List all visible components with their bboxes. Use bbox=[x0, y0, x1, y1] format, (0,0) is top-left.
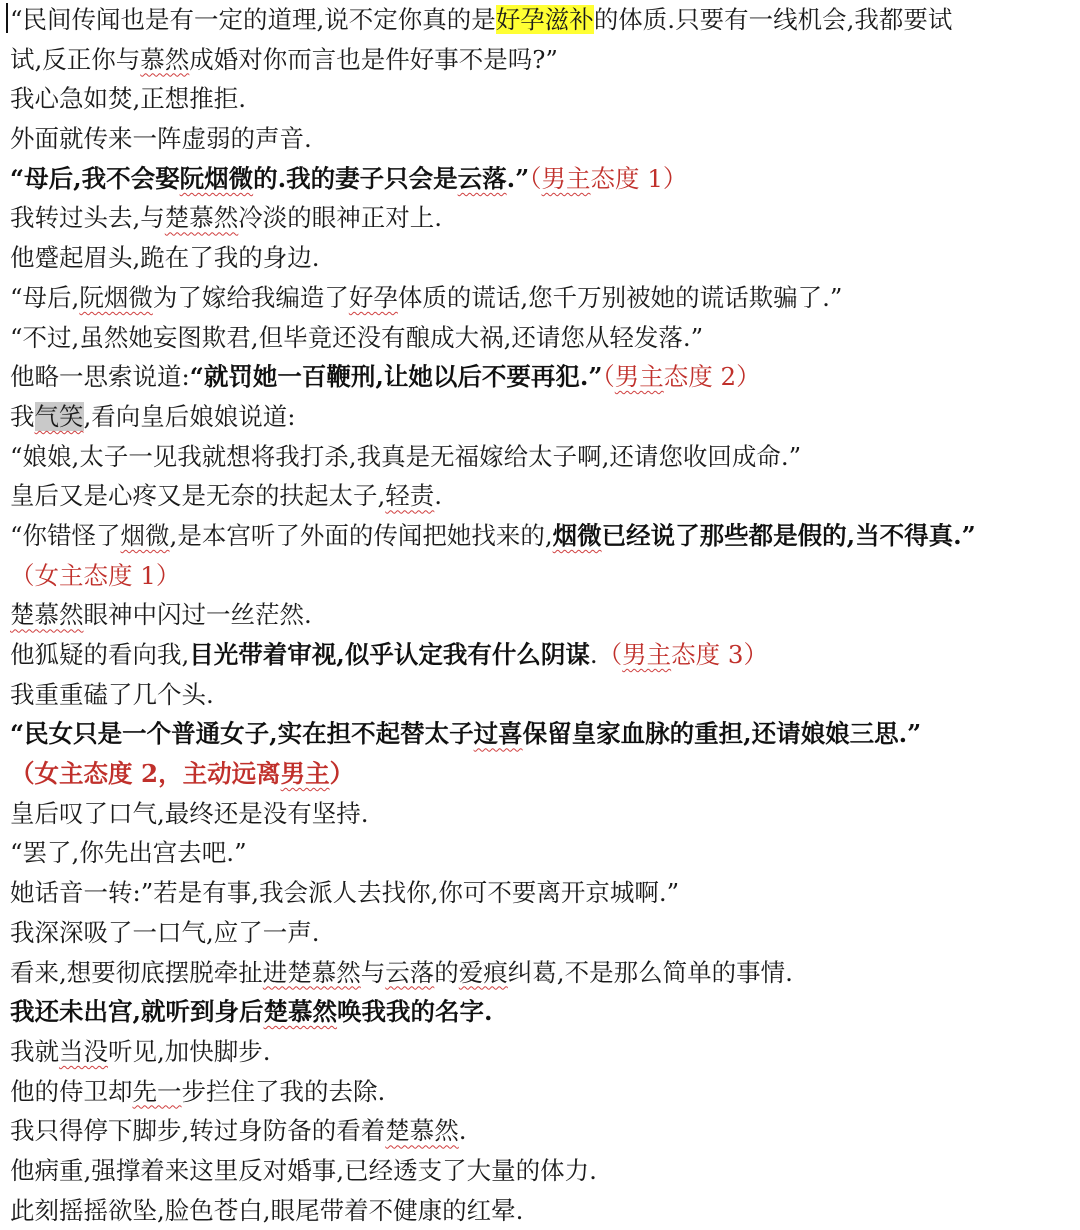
text-line bbox=[10, 278, 1076, 318]
text-run: “民女只是一个普通女子,实在担不起替太子 bbox=[10, 719, 474, 749]
text-line bbox=[10, 556, 1076, 596]
text-run: 先一 bbox=[132, 1076, 182, 1106]
text-line bbox=[10, 238, 1076, 278]
text-run: 云落 bbox=[385, 957, 435, 987]
text-run: . bbox=[589, 640, 598, 669]
text-run: 当没 bbox=[59, 1036, 108, 1066]
text-run: “罢了,你先出宫去吧.” bbox=[10, 838, 247, 868]
text-line bbox=[10, 119, 1076, 159]
text-run: 的 bbox=[434, 957, 459, 987]
text-run: 阮烟微 bbox=[179, 163, 254, 193]
text-run: 过喜 bbox=[473, 719, 523, 749]
text-run: 他略一思索说道: bbox=[10, 362, 190, 392]
text-run: 步拦住了我的去除. bbox=[181, 1076, 386, 1106]
text-line bbox=[10, 318, 1076, 358]
text-line bbox=[10, 437, 1076, 477]
text-run: 为了嫁给我编造了 bbox=[152, 282, 349, 312]
text-run: 成婚对你而言也是件好事不是吗?” bbox=[189, 44, 558, 74]
text-run: 皇后又是心疼又是无奈的扶起太子, bbox=[10, 481, 386, 511]
text-run: “母后, bbox=[10, 282, 80, 312]
text-run: 听见,加快脚步. bbox=[108, 1036, 271, 1066]
text-line bbox=[10, 79, 1076, 119]
text-line bbox=[10, 397, 1076, 437]
text-line bbox=[10, 476, 1076, 516]
text-line bbox=[10, 159, 1076, 199]
text-run: . bbox=[458, 1116, 467, 1146]
text-run: .” bbox=[506, 163, 530, 193]
text-run: “娘娘,太子一见我就想将我打杀,我真是无福嫁给太子啊,还请您收回成命.” bbox=[10, 441, 802, 471]
text-line bbox=[10, 198, 1076, 238]
text-run: “民间传闻也是有一定的道理,说不定你真的是 bbox=[10, 5, 496, 34]
text-run: 我转过头去,与 bbox=[10, 203, 165, 233]
text-line bbox=[10, 1072, 1076, 1112]
text-run: 目光带着审视,似乎认定我有什么阴谋 bbox=[189, 640, 590, 669]
annotation-text: 男主 bbox=[622, 640, 672, 669]
text-line bbox=[10, 1191, 1076, 1230]
text-line bbox=[10, 357, 1076, 397]
text-run: 进楚慕然 bbox=[262, 957, 361, 987]
text-run: 试,反正你与 bbox=[10, 44, 141, 74]
text-line bbox=[10, 675, 1076, 715]
text-run: 云落 bbox=[457, 163, 507, 193]
text-run: 阮烟微 bbox=[79, 282, 153, 312]
text-run: 轻责 bbox=[385, 481, 435, 511]
text-run: 已经说了那些都是假的,当不得真.” bbox=[601, 520, 976, 550]
text-run: “你错怪了 bbox=[10, 520, 121, 550]
text-run: ,看向皇后娘娘说道: bbox=[83, 401, 296, 431]
text-line bbox=[10, 516, 1076, 556]
highlighted-text: 气笑 bbox=[34, 401, 84, 431]
text-run: 眼神中闪过一丝茫然. bbox=[83, 600, 312, 630]
text-run: 楚慕然 bbox=[385, 1116, 459, 1146]
text-line bbox=[10, 635, 1076, 675]
text-run: 烟微 bbox=[552, 520, 602, 550]
text-run: 我 bbox=[10, 401, 35, 431]
text-run: 楚慕然 bbox=[10, 600, 84, 630]
text-run: ,是本宫听了外面的传闻把她找来的, bbox=[169, 520, 553, 550]
text-run: 唤我我的名字. bbox=[337, 997, 493, 1027]
text-line bbox=[10, 1111, 1076, 1151]
text-run: 纠葛,不是那么简单的事情. bbox=[507, 957, 793, 987]
text-line bbox=[10, 913, 1076, 953]
annotation-text: 男主 bbox=[541, 163, 591, 193]
text-line bbox=[10, 992, 1076, 1032]
text-run: 皇后叹了口气,最终还是没有坚持. bbox=[10, 798, 369, 828]
text-run: 我只得停下脚步,转过身防备的看着 bbox=[10, 1116, 386, 1146]
annotation-text: ） bbox=[329, 759, 355, 789]
text-run: 的体质.只要有一线机会,我都要试 bbox=[593, 5, 953, 34]
text-cursor bbox=[6, 3, 8, 33]
annotation-text: （女主态度 2，主动远离 bbox=[10, 759, 281, 789]
annotation-text: 男主 bbox=[614, 362, 664, 392]
document-body[interactable] bbox=[10, 0, 1076, 1230]
text-run: 好孕 bbox=[348, 282, 398, 312]
text-line bbox=[10, 794, 1076, 834]
text-run: “就罚她一百鞭刑,让她以后不要再犯.” bbox=[189, 362, 603, 392]
text-line bbox=[10, 1032, 1076, 1072]
text-run: 保留皇家血脉的重担,还请娘娘三思.” bbox=[522, 719, 922, 749]
annotation-text: 态度 1） bbox=[590, 163, 688, 193]
text-run: 楚慕然 bbox=[263, 997, 338, 1027]
annotation-text: （ bbox=[602, 362, 615, 392]
highlighted-text: 好孕滋补 bbox=[495, 5, 594, 34]
text-line bbox=[10, 595, 1076, 635]
text-line bbox=[10, 40, 1076, 80]
text-line bbox=[10, 1151, 1076, 1191]
text-run: 她话音一转:”若是有事,我会派人去找你,你可不要离开京城啊.” bbox=[10, 878, 680, 908]
annotation-text: （ bbox=[597, 640, 623, 669]
text-run: 慕然 bbox=[140, 44, 190, 74]
text-run: 冷淡的眼神正对上. bbox=[238, 203, 443, 233]
text-run: 爱痕 bbox=[458, 957, 508, 987]
annotation-text: （女主态度 1） bbox=[10, 560, 181, 590]
text-run: 我重重磕了几个头. bbox=[10, 679, 214, 709]
text-run: 他的侍卫却 bbox=[10, 1076, 133, 1106]
text-run: “母后,我不会娶 bbox=[10, 163, 180, 193]
text-run: 他病重,强撑着来这里反对婚事,已经透支了大量的体力. bbox=[10, 1155, 597, 1185]
text-run: 我心急如焚,正想推拒. bbox=[10, 84, 247, 114]
text-run: 我深深吸了一口气,应了一声. bbox=[10, 917, 320, 947]
text-line bbox=[10, 833, 1076, 873]
annotation-text: 态度 3） bbox=[671, 640, 769, 669]
text-run: 他蹙起眉头,跪在了我的身边. bbox=[10, 243, 320, 273]
text-run: 烟微 bbox=[120, 520, 170, 550]
text-run: 此刻摇摇欲坠,脸色苍白,眼尾带着不健康的红晕. bbox=[10, 1195, 524, 1225]
text-line bbox=[10, 0, 1076, 40]
text-run: 的.我的妻子只会是 bbox=[253, 163, 458, 193]
text-run: 与 bbox=[360, 957, 386, 987]
annotation-text: （ bbox=[529, 163, 542, 193]
text-run: 他狐疑的看向我, bbox=[10, 640, 190, 669]
annotation-text: 男主 bbox=[280, 759, 330, 789]
text-run: . bbox=[434, 481, 443, 511]
text-run: 我还未出宫,就听到身后 bbox=[10, 997, 264, 1027]
text-run: 体质的谎话,您千万别被她的谎话欺骗了.” bbox=[397, 282, 843, 312]
text-line bbox=[10, 714, 1076, 754]
text-run: “不过,虽然她妄图欺君,但毕竟还没有酿成大祸,还请您从轻发落.” bbox=[10, 322, 704, 352]
text-run: 外面就传来一阵虚弱的声音. bbox=[10, 124, 312, 154]
text-line bbox=[10, 953, 1076, 993]
text-run: 看来,想要彻底摆脱牵扯 bbox=[10, 957, 263, 987]
text-line bbox=[10, 754, 1076, 794]
text-run: 楚慕然 bbox=[164, 203, 239, 233]
text-line bbox=[10, 873, 1076, 913]
text-run: 我就 bbox=[10, 1036, 59, 1066]
annotation-text: 态度 2） bbox=[663, 362, 761, 392]
